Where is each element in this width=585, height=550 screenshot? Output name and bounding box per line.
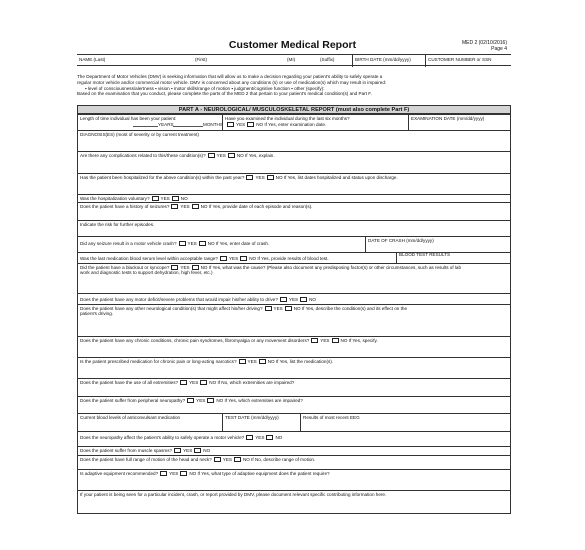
cell-divider: [365, 237, 366, 252]
seizures-question: Does the patient have a history of seizures? YES NO If Yes, provide date of each episode and reason(s).: [80, 203, 313, 209]
complications-question: Are there any complications related to this/these condition(s)? YES NO If Yes, explain.: [80, 152, 275, 158]
no-checkbox[interactable]: [234, 457, 241, 462]
incident-info-label: If your patient is being seen for a particular incident, crash, or report provided by DMV, please document relevant specific contributing information here.: [80, 491, 387, 497]
no-checkbox[interactable]: [266, 435, 273, 440]
cell-divider: [408, 115, 409, 130]
form-row: [78, 173, 510, 194]
crash-question: Did any seizure result in a motor vehicle crash? YES NO If Yes, enter date of crash.: [80, 241, 270, 246]
years-label: YEARS: [158, 121, 174, 127]
blood-test-results-label: BLOOD TEST RESULTS: [399, 252, 451, 257]
instructions-line: Based on the examination that you conduct, please complete the parts of the MED 2 that pertain to your patient's medical condition(s) and Part F.: [77, 91, 372, 97]
form-row: [78, 130, 510, 151]
crash-date-label: DATE OF CRASH (mm/dd/yyyy): [368, 237, 434, 243]
patient-name-row: [77, 54, 511, 66]
no-checkbox[interactable]: [192, 204, 199, 209]
impairment-list: ▪ level of consciousness/alertness ▪ vision ▪ motor skills/range of motion ▪ judgment/cognitive function ▪ other (specify):: [85, 85, 325, 91]
header-divider: [352, 55, 353, 67]
no-checkbox[interactable]: [259, 359, 266, 364]
no-checkbox[interactable]: [267, 175, 274, 180]
length-time-label: Length of time individual has been your patient:: [80, 115, 177, 121]
yes-checkbox[interactable]: [280, 297, 287, 302]
other-neuro-continued: patient's driving.: [80, 311, 114, 316]
yes-checkbox[interactable]: [187, 398, 194, 403]
diagnoses-label: DIAGNOSIS(ES) (most of severity or by current treatment): [80, 131, 199, 137]
name-suffix-label: (Suffix): [320, 57, 335, 62]
yes-checkbox[interactable]: [246, 175, 253, 180]
cell-divider: [300, 414, 301, 431]
blood-level-question: Was the last medication blood serum level within acceptable range? YES NO If Yes, provide results of blood test.: [80, 255, 329, 261]
no-checkbox[interactable]: [180, 471, 187, 476]
form-row: [78, 220, 510, 236]
yes-checkbox[interactable]: [208, 153, 215, 158]
extremities-question: Does the patient have the use of all extremities? YES NO If No, which extremities are impaired?: [80, 379, 295, 385]
form-number-code: MED 2 (02/10/2016): [461, 40, 507, 46]
voluntary-question: Was the hospitalization voluntary? YES NO: [80, 195, 188, 201]
cell-divider: [222, 115, 223, 130]
yes-checkbox[interactable]: [220, 256, 227, 261]
form-row: [78, 431, 510, 446]
form-row: [78, 446, 510, 455]
yes-checkbox[interactable]: [246, 435, 253, 440]
form-row: [78, 469, 510, 490]
form-title: Customer Medical Report: [228, 39, 357, 51]
test-date-label: TEST DATE (mm/dd/yyyy): [225, 414, 279, 420]
range-motion-question: Does the patient have full range of motion of the head and neck? YES NO If No, describe range of motion.: [80, 457, 316, 462]
risk-label: Indicate the risk for further episodes.: [80, 221, 155, 227]
blackout-question: Did the patient have a blackout or syncope? YES NO If Yes, what was the cause? (Please also document any predisposing factor(s) or other circumstances, such as results of lab: [80, 264, 462, 270]
name-mi-label: (MI): [287, 57, 296, 62]
neuropathy-question: Does the patient suffer from peripheral neuropathy? YES NO If Yes, which extremities are impaired?: [80, 397, 303, 403]
form-row: [78, 151, 510, 173]
motor-deficit-question: Does the patient have any motor deficit/severe problems that would impair his/her ability to drive? YES NO: [80, 296, 316, 302]
yes-checkbox[interactable]: [179, 241, 186, 246]
no-checkbox[interactable]: [285, 306, 292, 311]
years-field[interactable]: [133, 126, 158, 127]
cell-divider: [222, 414, 223, 431]
birth-date-label: BIRTH DATE (mm/dd/yyyy): [355, 57, 411, 62]
no-checkbox[interactable]: [240, 256, 247, 261]
part-a-form: [77, 114, 511, 514]
examined-options: YES NO If Yes, enter examination date.: [225, 122, 326, 128]
chronic-question: Does the patient have any chronic conditions, chronic pain syndromes, fibromyalgia or any movement disorders? YES NO If Yes, specify.: [80, 337, 378, 343]
yes-checkbox[interactable]: [160, 471, 167, 476]
no-checkbox[interactable]: [300, 297, 307, 302]
form-row: [78, 413, 510, 431]
no-checkbox[interactable]: [172, 196, 179, 201]
yes-checkbox[interactable]: [171, 204, 178, 209]
customer-number-label: CUSTOMER NUMBER or SSN: [428, 57, 492, 62]
anticonvulsant-label: Current blood levels of anticonvulsant medication: [80, 414, 181, 420]
eeg-label: Results of most recent EEG: [303, 414, 360, 420]
hospitalized-question: Has the patient been hospitalized for the above condition(s) within the past year? YES NO If Yes, list dates hospitalized and status upon discharge.: [80, 174, 398, 180]
other-neuro-question: Does the patient have any other neurological condition(s) that might affect his/her driving? YES NO If Yes, describe the condition(s) and its effect on the: [80, 305, 408, 311]
no-checkbox[interactable]: [332, 338, 339, 343]
form-row: [78, 114, 510, 130]
form-row: [78, 490, 510, 514]
form-row: [78, 202, 510, 220]
cell-divider: [396, 253, 397, 263]
form-row: [78, 357, 510, 378]
form-row: [78, 236, 510, 252]
no-checkbox[interactable]: [199, 241, 206, 246]
no-checkbox[interactable]: [194, 448, 201, 453]
no-checkbox[interactable]: [207, 398, 214, 403]
neuropathy-driving-question: Does the neuropathy affect the patient's ability to safely operate a motor vehicle? YES NO: [80, 435, 283, 440]
examined-question: Have you examined the individual during the last six months?: [225, 115, 350, 121]
form-row: [78, 293, 510, 304]
form-number: [462, 40, 507, 52]
blackout-cause-continued: work and diagnostic tests to support dehydration, high fever, etc.): [80, 270, 213, 275]
form-row: [78, 304, 510, 336]
exam-date-label: EXAMINATION DATE (mm/dd/yyyy): [411, 115, 485, 121]
instructions-line: The Department of Motor Vehicles (DMV) is seeking information that will allow us to make a decision regarding your patient's ability to safely operate a: [77, 74, 383, 79]
name-last-label: NAME (Last): [79, 57, 106, 62]
yes-checkbox[interactable]: [214, 457, 221, 462]
no-checkbox[interactable]: [200, 380, 207, 385]
yes-checkbox[interactable]: [174, 448, 181, 453]
no-checkbox[interactable]: [228, 153, 235, 158]
adaptive-question: Is adaptive equipment recommended? YES NO If Yes, what type of adaptive equipment does the patient require?: [80, 471, 330, 476]
form-row: [78, 455, 510, 469]
yes-checkbox[interactable]: [180, 380, 187, 385]
form-page-number: Page 4: [491, 46, 507, 52]
form-row: [78, 378, 510, 396]
yes-checkbox[interactable]: [265, 306, 272, 311]
part-a-heading: PART A - NEUROLOGICAL/ MUSCULOSKELETAL REPORT (must also complete Part F): [77, 105, 511, 114]
narcotic-question: Is the patient prescribed medication for chronic pain or long-acting narcotics? YES NO If Yes, list the medication(s).: [80, 358, 334, 364]
spasms-question: Does the patient suffer from muscle spasms? YES NO: [80, 448, 211, 453]
instructions-line: regular motor vehicle and/or commercial motor vehicle. DMV is concerned about any conditions (s) or use of medication(s) which may result in impaired:: [77, 79, 387, 85]
form-row: [78, 252, 510, 263]
name-first-label: (First): [195, 57, 207, 62]
form-row: [78, 194, 510, 202]
yes-checkbox[interactable]: [239, 359, 246, 364]
form-row: [78, 396, 510, 413]
instructions: [77, 74, 511, 97]
months-field[interactable]: [173, 126, 203, 127]
yes-checkbox[interactable]: [227, 122, 234, 127]
months-label: MONTHS: [203, 121, 223, 127]
form-row: [78, 336, 510, 357]
yes-checkbox[interactable]: [152, 196, 159, 201]
yes-checkbox[interactable]: [311, 338, 318, 343]
header-divider: [425, 55, 426, 67]
no-checkbox[interactable]: [247, 122, 254, 127]
form-row: [78, 263, 510, 293]
